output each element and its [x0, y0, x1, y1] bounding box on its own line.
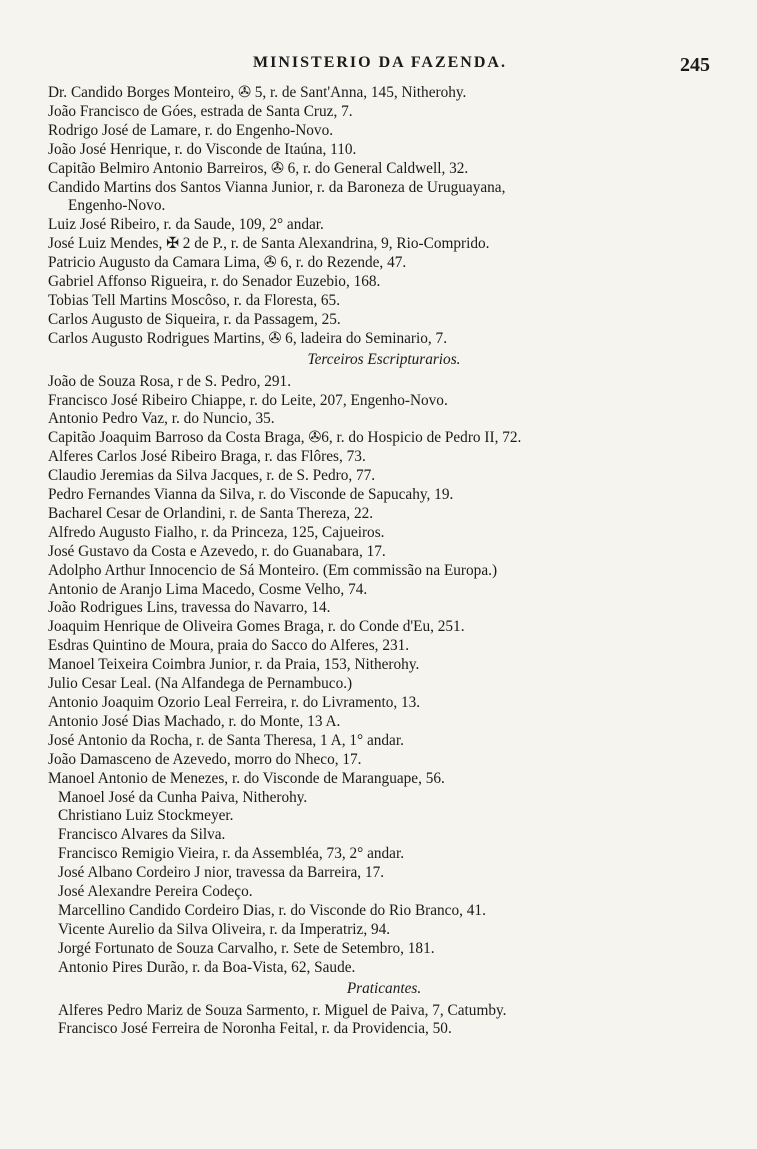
directory-entry: Antonio Joaquim Ozorio Leal Ferreira, r. do Livramento, 13.	[48, 694, 421, 711]
directory-entry: José Albano Cordeiro J nior, travessa da Barreira, 17.	[58, 864, 385, 882]
directory-entry: João Francisco de Góes, estrada de Santa Cruz, 7.	[48, 102, 353, 120]
directory-entry: João de Souza Rosa, r de S. Pedro, 291.	[48, 372, 292, 390]
directory-entry: Francisco José Ribeiro Chiappe, r. do Leite, 207, Engenho-Novo.	[48, 391, 448, 409]
directory-entry: Francisco Remigio Vieira, r. da Assembléa, 73, 2° andar.	[58, 845, 405, 863]
directory-entry: Antonio de Aranjo Lima Macedo, Cosme Velho, 74.	[48, 580, 368, 598]
page-number: 245	[680, 54, 710, 76]
directory-entry: Alfredo Augusto Fialho, r. da Princeza, 125, Cajueiros.	[48, 523, 385, 541]
directory-entry: Capitão Belmiro Antonio Barreiros, ✇ 6, r. do General Caldwell, 32.	[48, 159, 469, 177]
directory-entry: Pedro Fernandes Vianna da Silva, r. do Visconde de Sapucahy, 19.	[48, 486, 454, 504]
directory-entry: Bacharel Cesar de Orlandini, r. de Santa Thereza, 22.	[48, 504, 374, 522]
directory-entry: Antonio José Dias Machado, r. do Monte, 13 A.	[48, 712, 341, 730]
directory-entry: Carlos Augusto de Siqueira, r. da Passagem, 25.	[48, 310, 341, 328]
directory-entry: Jorgé Fortunato de Souza Carvalho, r. Sete de Setembro, 181.	[58, 939, 435, 957]
directory-entry: Julio Cesar Leal. (Na Alfandega de Pernambuco.)	[48, 675, 353, 693]
directory-entry: João José Henrique, r. do Visconde de Itaúna, 110.	[48, 140, 357, 158]
directory-entry: José Antonio da Rocha, r. de Santa Theresa, 1 A, 1° andar.	[48, 731, 404, 749]
directory-entry: João Damasceno de Azevedo, morro do Nheco, 17.	[48, 750, 362, 768]
directory-entry: Patricio Augusto da Camara Lima, ✇ 6, r. do Rezende, 47.	[48, 254, 407, 272]
directory-entry: Claudio Jeremias da Silva Jacques, r. de S. Pedro, 77.	[48, 467, 376, 485]
directory-entry: João Rodrigues Lins, travessa do Navarro, 14.	[48, 599, 331, 617]
directory-entry: Francisco José Ferreira de Noronha Feital, r. da Providencia, 50.	[58, 1020, 452, 1038]
directory-entry: Manoel Teixeira Coimbra Junior, r. da Praia, 153, Nitherohy.	[48, 656, 420, 674]
directory-entry: Vicente Aurelio da Silva Oliveira, r. da Imperatriz, 94.	[58, 920, 391, 938]
directory-entry: José Gustavo da Costa e Azevedo, r. do Guanabara, 17.	[48, 542, 386, 560]
directory-entry: Engenho-Novo.	[68, 197, 166, 215]
directory-entry: Christiano Luiz Stockmeyer.	[58, 807, 234, 825]
document-body	[48, 84, 720, 1039]
directory-entry: José Luiz Mendes, ✠ 2 de P., r. de Santa Alexandrina, 9, Rio-Comprido.	[48, 235, 490, 253]
directory-entry: Marcellino Candido Cordeiro Dias, r. do Visconde do Rio Branco, 41.	[58, 901, 486, 919]
page-title: MINISTERIO DA FAZENDA.	[253, 54, 507, 71]
directory-entry: Dr. Candido Borges Monteiro, ✇ 5, r. de Sant'Anna, 145, Nitherohy.	[48, 84, 467, 101]
directory-entry: José Alexandre Pereira Codeço.	[58, 883, 253, 901]
directory-entry: Capitão Joaquim Barroso da Costa Braga, ✇6, r. do Hospicio de Pedro II, 72.	[48, 429, 522, 447]
section-heading: Terceiros Escripturarios.	[307, 350, 461, 368]
directory-entry: Alferes Carlos José Ribeiro Braga, r. das Flôres, 73.	[48, 448, 366, 466]
directory-entry: Rodrigo José de Lamare, r. do Engenho-Novo.	[48, 121, 334, 139]
directory-entry: Adolpho Arthur Innocencio de Sá Monteiro. (Em commissão na Europa.)	[48, 561, 498, 579]
directory-entry: Antonio Pires Durão, r. da Boa-Vista, 62, Saude.	[58, 958, 356, 976]
directory-entry: Tobias Tell Martins Moscôso, r. da Floresta, 65.	[48, 291, 341, 309]
directory-entry: Antonio Pedro Vaz, r. do Nuncio, 35.	[48, 410, 275, 428]
directory-entry: Alferes Pedro Mariz de Souza Sarmento, r. Miguel de Paiva, 7, Catumby.	[58, 1001, 507, 1019]
directory-entry: Manoel José da Cunha Paiva, Nitherohy.	[58, 788, 308, 806]
section-heading: Praticantes.	[346, 979, 422, 997]
directory-entry: Manoel Antonio de Menezes, r. do Visconde de Maranguape, 56.	[48, 769, 445, 787]
directory-entry: Francisco Alvares da Silva.	[58, 826, 226, 844]
directory-entry: Esdras Quintino de Moura, praia do Sacco do Alferes, 231.	[48, 637, 410, 655]
directory-entry: Joaquim Henrique de Oliveira Gomes Braga, r. do Conde d'Eu, 251.	[48, 618, 465, 636]
directory-entry: Luiz José Ribeiro, r. da Saude, 109, 2° andar.	[48, 216, 324, 234]
page-header	[50, 54, 710, 76]
directory-entry: Candido Martins dos Santos Vianna Junior, r. da Baroneza de Uruguayana,	[48, 178, 506, 196]
directory-entry: Carlos Augusto Rodrigues Martins, ✇ 6, ladeira do Seminario, 7.	[48, 329, 448, 347]
directory-entry: Gabriel Affonso Rigueira, r. do Senador Euzebio, 168.	[48, 273, 381, 291]
